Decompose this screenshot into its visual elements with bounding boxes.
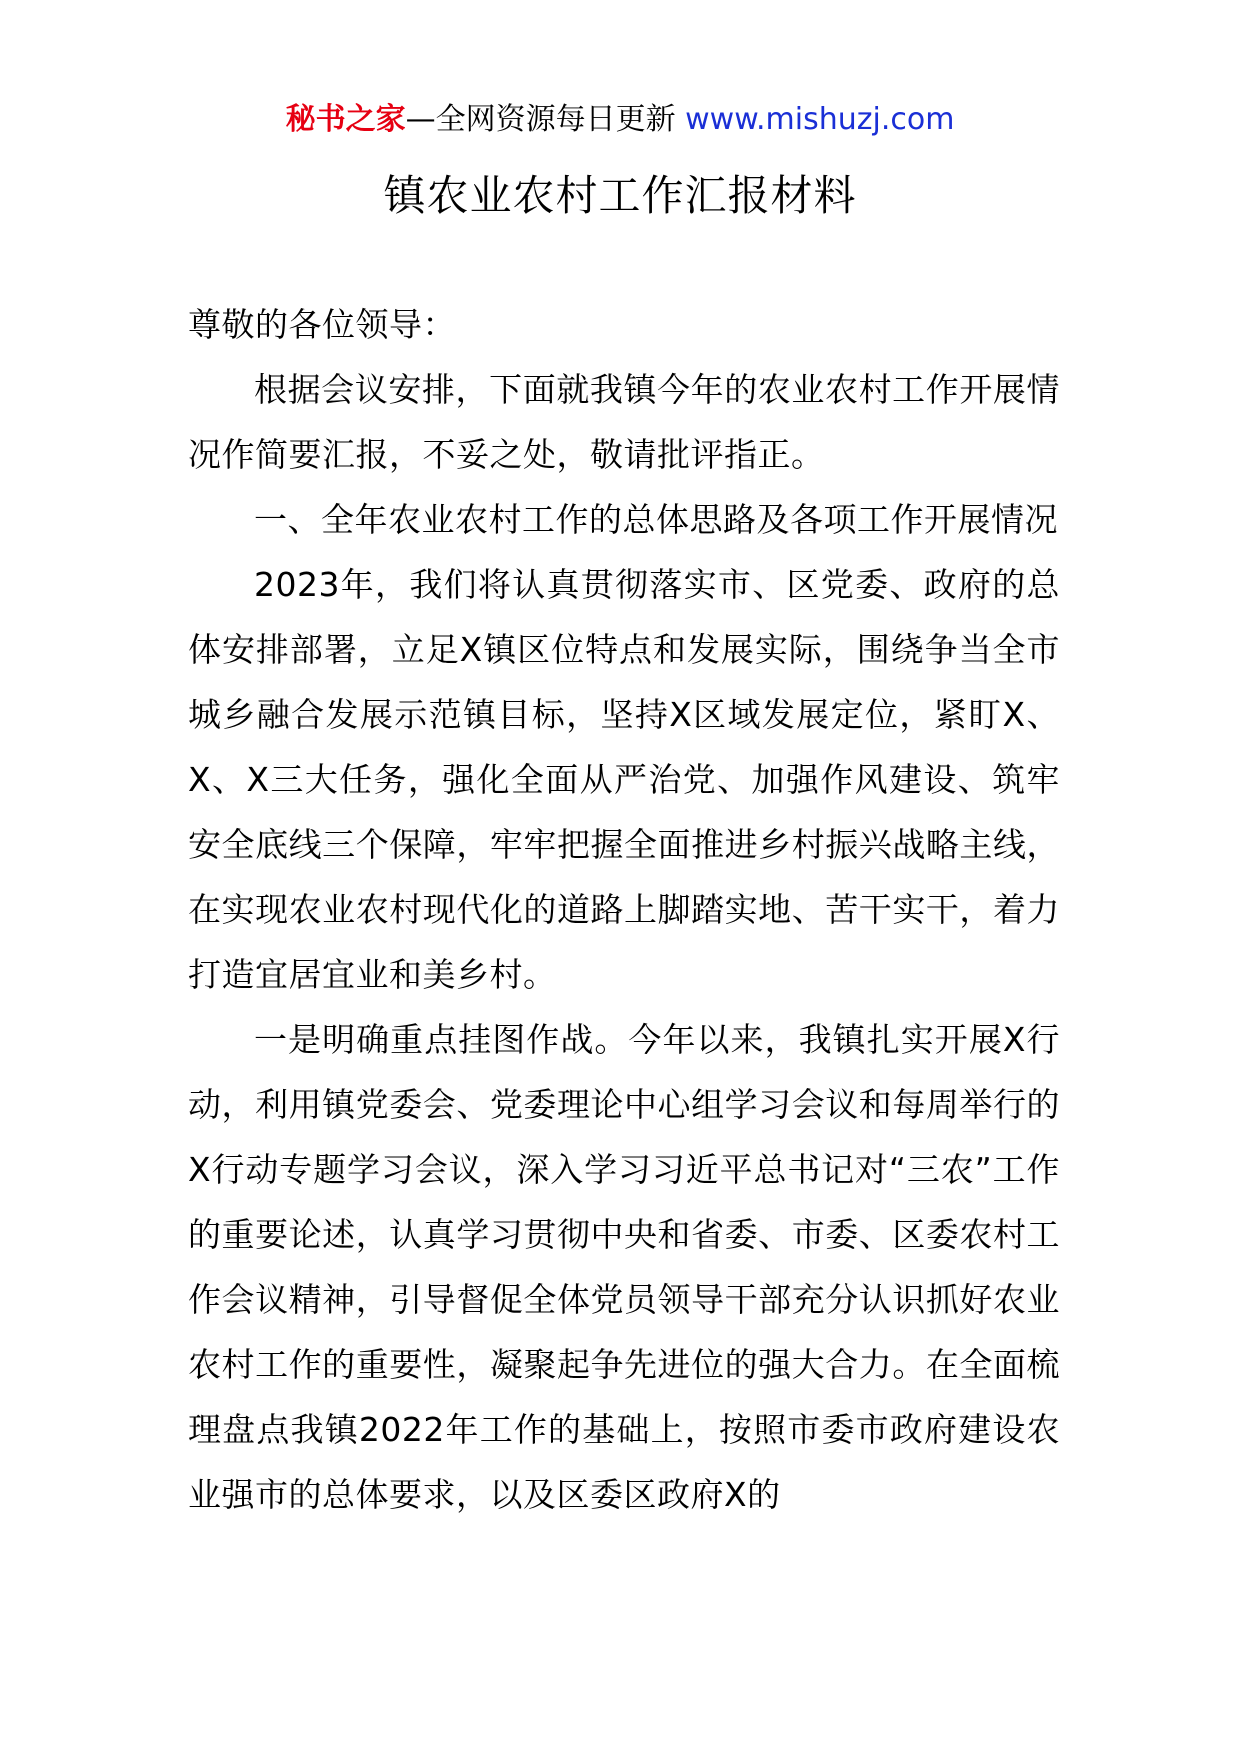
site-header	[0, 100, 1240, 140]
paragraph-intro: 根据会议安排，下面就我镇今年的农业农村工作开展情况作简要汇报，不妥之处，敬请批评指正。	[188, 370, 1060, 474]
header-tagline: —全网资源每日更新	[405, 102, 686, 137]
document-body	[188, 292, 1060, 1527]
section-heading: 一、全年农业农村工作的总体思路及各项工作开展情况	[254, 500, 1058, 539]
salutation: 尊敬的各位领导：	[188, 305, 456, 344]
brand-name: 秘书之家	[285, 102, 406, 137]
paragraph-point-one: 一是明确重点挂图作战。今年以来，我镇扎实开展X行动，利用镇党委会、党委理论中心组学习会议和每周举行的X行动专题学习会议，深入学习习近平总书记对“三农”工作的重要论述，认真学习贯彻中央和省委、市委、区委农村工作会议精神，引导督促全体党员领导干部充分认识抓好农业农村工作的重要性，凝聚起争先进位的强大合力。在全面梳理盘点我镇2022年工作的基础上，按照市委市政府建设农业强市的总体要求，以及区委区政府X的	[188, 1020, 1060, 1514]
document-title: 镇农业农村工作汇报材料	[383, 171, 857, 220]
paragraph-overview: 2023年，我们将认真贯彻落实市、区党委、政府的总体安排部署，立足X镇区位特点和发展实际，围绕争当全市城乡融合发展示范镇目标，坚持X区域发展定位，紧盯X、X、X三大任务，强化全面从严治党、加强作风建设、筑牢安全底线三个保障，牢牢把握全面推进乡村振兴战略主线，在实现农业农村现代化的道路上脚踏实地、苦干实干，着力打造宜居宜业和美乡村。	[188, 565, 1060, 994]
site-url-link[interactable]: www.mishuzj.com	[685, 102, 955, 137]
